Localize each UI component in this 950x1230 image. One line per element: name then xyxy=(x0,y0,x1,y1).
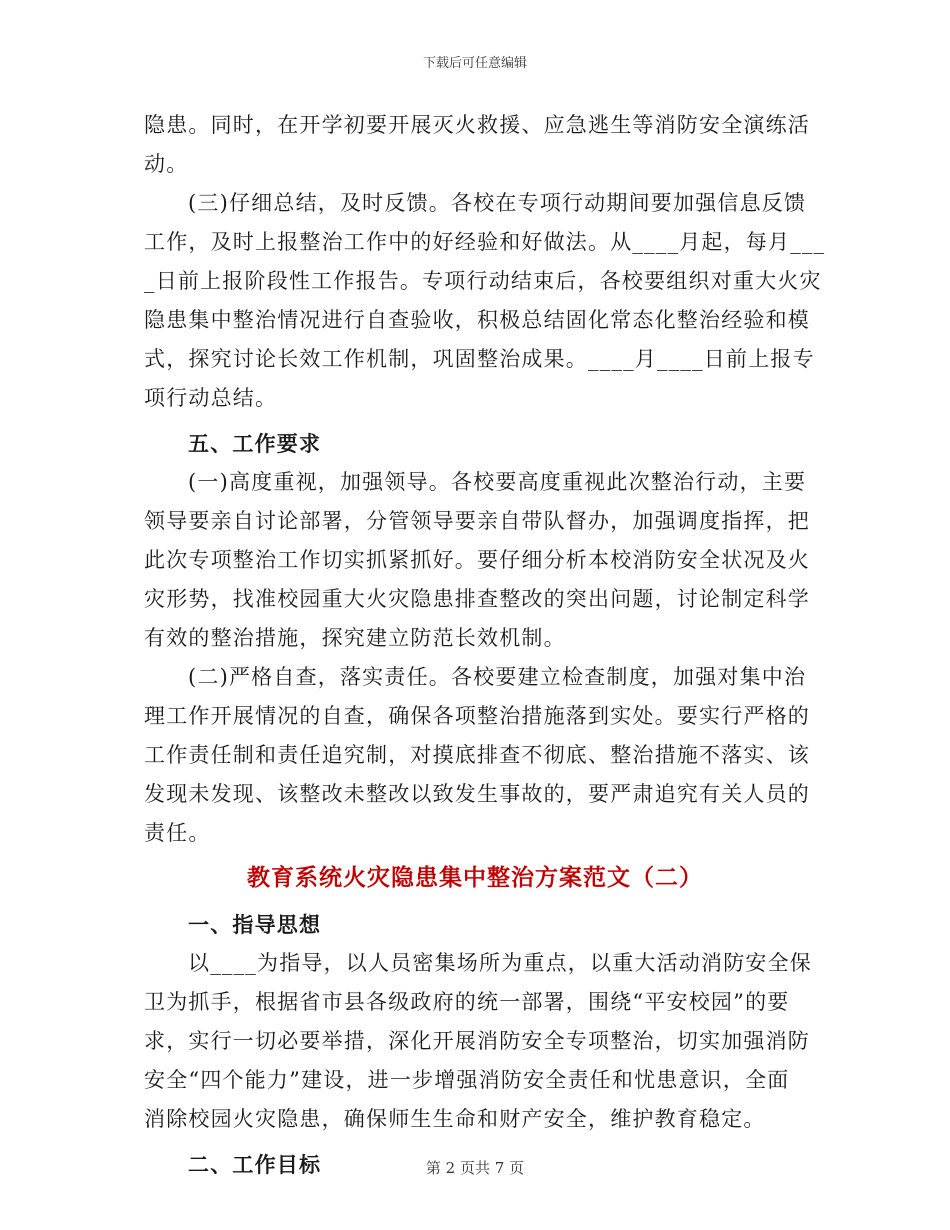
document-title: 教育系统火灾隐患集中整治方案范文（二） xyxy=(247,865,703,891)
paragraph-guiding-ideology xyxy=(144,944,812,1139)
text-line: 项行动总结。 xyxy=(144,386,278,410)
text-line: (三)仔细总结，及时反馈。各校在专项行动期间要加强信息反馈 xyxy=(188,191,807,215)
text-line: 此次专项整治工作切实抓紧抓好。要仔细分析本校消防安全状况及火 xyxy=(144,548,810,572)
text-line: 工作责任制和责任追究制，对摸底排查不彻底、整治措施不落实、该 xyxy=(144,743,810,767)
paragraph-continuation xyxy=(144,106,810,184)
text-line: 工作，及时上报整治工作中的好经验和好做法。从____月起，每月___ xyxy=(144,230,826,254)
text-line: 安全“四个能力”建设，进一步增强消防安全责任和忧患意识，全面 xyxy=(144,1068,790,1092)
paragraph-leadership xyxy=(144,463,810,658)
text-line: 理工作开展情况的自查，确保各项整治措施落到实处。要实行严格的 xyxy=(144,704,810,728)
text-line: (二)严格自查，落实责任。各校要建立检查制度，加强对集中治 xyxy=(188,665,807,689)
text-line: 以____为指导，以人员密集场所为重点，以重大活动消防安全保 xyxy=(188,951,812,975)
text-line: 动。 xyxy=(144,152,189,176)
document-body xyxy=(144,106,826,1184)
text-line: 隐患。同时，在开学初要开展灭火救援、应急逃生等消防安全演练活 xyxy=(144,113,810,137)
text-line: 领导要亲自讨论部署，分管领导要亲自带队督办，加强调度指挥，把 xyxy=(144,509,810,533)
text-line: 有效的整治措施，探究建立防范长效机制。 xyxy=(144,626,566,650)
section-heading-guiding-ideology: 一、指导思想 xyxy=(188,912,322,937)
text-line: 责任。 xyxy=(144,821,211,845)
page-header: 下载后可任意编辑 xyxy=(422,56,527,71)
text-line: (一)高度重视，加强领导。各校要高度重视此次整治行动，主要 xyxy=(188,470,807,494)
text-line: 卫为抓手，根据省市县各级政府的统一部署，围绕“平安校园”的要 xyxy=(144,990,790,1014)
text-line: 式，探究讨论长效工作机制，巩固整治成果。____月____日前上报专 xyxy=(144,347,815,371)
text-line: 发现未发现、该整改未整改以致发生事故的，要严肃追究有关人员的 xyxy=(144,782,810,806)
text-line: _日前上报阶段性工作报告。专项行动结束后，各校要组织对重大火灾 xyxy=(144,269,822,293)
text-line: 灾形势，找准校园重大火灾隐患排查整改的突出问题，讨论制定科学 xyxy=(144,587,810,611)
text-line: 消除校园火灾隐患，确保师生生命和财产安全，维护教育稳定。 xyxy=(144,1107,766,1131)
section-heading-work-goals: 二、工作目标 xyxy=(188,1152,322,1177)
paragraph-responsibility xyxy=(144,658,810,853)
section-heading-requirements: 五、工作要求 xyxy=(188,431,322,456)
page-footer: 第 2 页共 7 页 xyxy=(425,1159,525,1177)
paragraph-feedback xyxy=(144,184,826,418)
text-line: 求，实行一切必要举措，深化开展消防安全专项整治，切实加强消防 xyxy=(144,1029,810,1053)
text-line: 隐患集中整治情况进行自查验收，积极总结固化常态化整治经验和模 xyxy=(144,308,810,332)
